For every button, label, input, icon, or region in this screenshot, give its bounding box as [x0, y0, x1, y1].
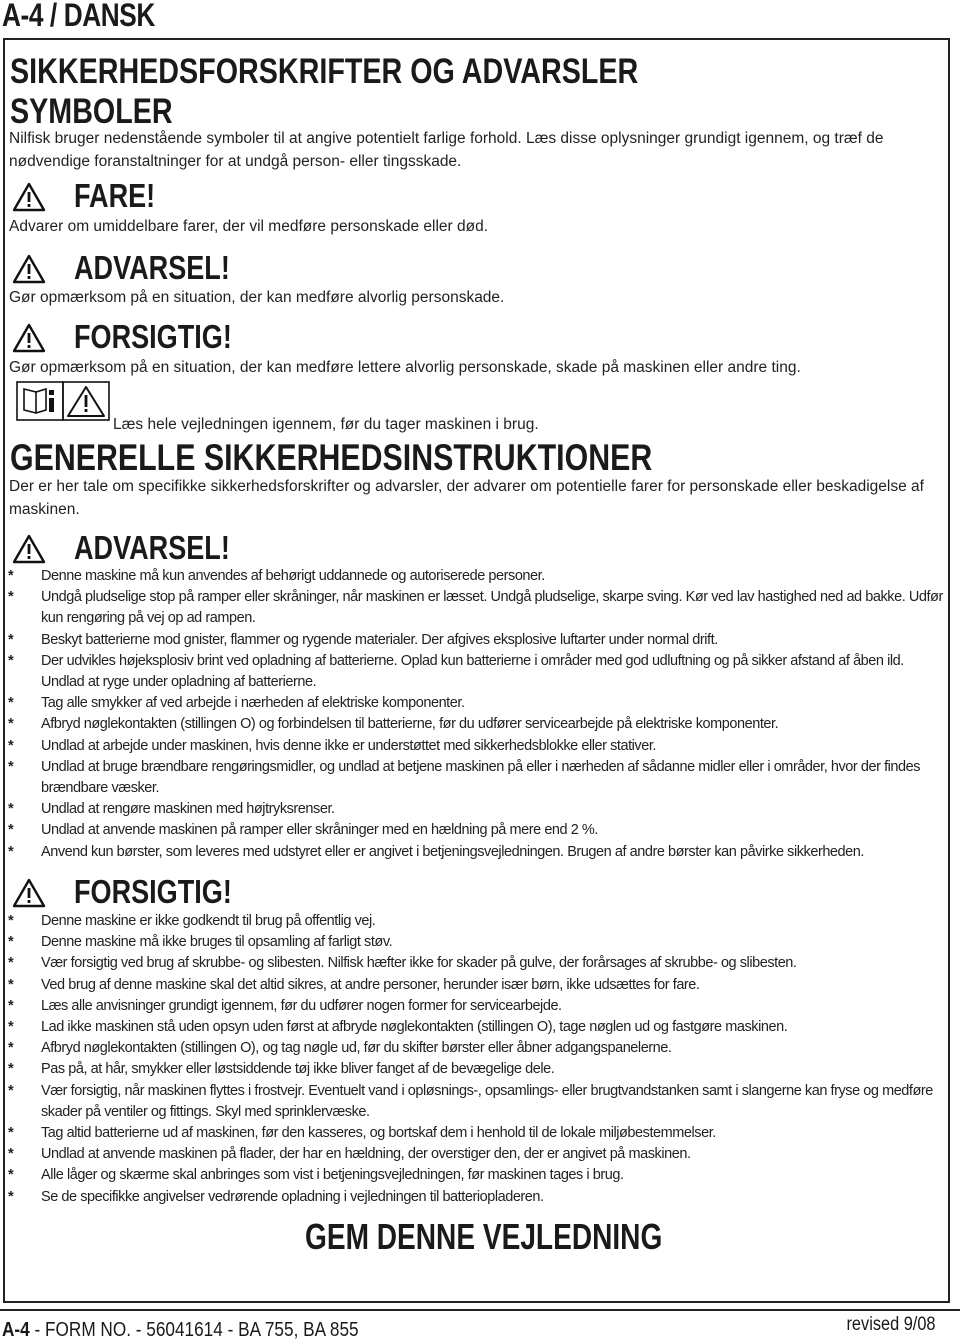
- page-header-title: A-4 / DANSK: [2, 0, 155, 33]
- list-item: * Undlad at bruge brændbare rengøringsmidler, og undlad at betjene maskinen på eller i nærheden af sådanne midler eller i områder, hvor der findes brændbare væsker.: [8, 758, 921, 797]
- list-item: * Afbryd nøglekontakten (stillingen O), og tag nøgle ud, før du skifter børster eller åbner adgangspanelerne.: [8, 1040, 672, 1057]
- section-title-safety: SIKKERHEDSFORSKRIFTER OG ADVARSLER: [10, 52, 639, 91]
- list-item: * Læs alle anvisninger grundigt igennem, før du udfører nogen former for servicearbejde.: [8, 997, 562, 1014]
- list-item: * Tag altid batterierne ud af maskinen, før den kasseres, og bortskaf dem i henhold til de lokale miljøbestemmelser.: [8, 1125, 716, 1142]
- list-item: * Se de specifikke angivelser vedrørende opladning i vejledningen til batteriopladeren.: [8, 1188, 544, 1205]
- warning-triangle-icon: [12, 254, 46, 284]
- warning-triangle-icon: [12, 878, 46, 908]
- list-item: * Denne maskine må kun anvendes af behørigt uddannede og autoriserede personer.: [8, 568, 545, 584]
- list-item: * Pas på, at hår, smykker eller løstsiddende tøj ikke bliver fanget af de bevægelige dele.: [8, 1061, 555, 1078]
- warning-triangle-icon: [12, 323, 46, 353]
- list-item: * Denne maskine er ikke godkendt til brug på offentlig vej.: [8, 913, 376, 929]
- list-item: * Undlad at rengøre maskinen med højtryksrenser.: [8, 801, 335, 818]
- list-item: * Undlad at arbejde under maskinen, hvis denne ikke er understøttet med sikkerhedsblokke eller stativer.: [8, 737, 657, 754]
- list-item: * Vær forsigtig ved brug af skrubbe- og slibesten. Nilfisk hæfter ikke for skader på gulve, der forårsages af skrubbe- og slibesten.: [8, 955, 797, 972]
- warning-triangle-icon: [12, 182, 46, 212]
- footer-revised: revised 9/08: [846, 1314, 936, 1335]
- list-item: * Afbryd nøglekontakten (stillingen O) og forbindelsen til batterierne, før du udfører servicearbejde på elektriske komponenter.: [8, 716, 779, 733]
- fare-label: FARE!: [74, 177, 156, 214]
- read-manual-icon: [16, 381, 110, 421]
- advarsel-list-label: ADVARSEL!: [74, 529, 230, 566]
- list-item: * Denne maskine må ikke bruges til opsamling af farligt støv.: [8, 934, 393, 951]
- footer-page: A-4: [2, 1319, 30, 1341]
- footer-rule: [0, 1309, 960, 1311]
- warning-list: [8, 566, 948, 863]
- list-item: * Beskyt batterierne mod gnister, flammer og rygende materialer. Der afgives eksplosive luftarter under normal drift.: [8, 631, 718, 648]
- list-item: * Alle låger og skærme skal anbringes som vist i betjeningsvejledningen, før maskinen tages i brug.: [8, 1167, 624, 1184]
- list-item: * Lad ikke maskinen stå uden opsyn uden først at afbryde nøglekontakten (stillingen O), tage nøglen ud og fastgøre maskinen.: [8, 1019, 788, 1036]
- footer-form-number: [2, 1319, 359, 1342]
- section-title-general: GENERELLE SIKKERHEDSINSTRUKTIONER: [10, 437, 653, 478]
- list-item: * Der udvikles højeksplosiv brint ved opladning af batterierne. Oplad kun batterierne i områder med god udluftning og på sikker afstand af åben ild. Undlad at ryge under opladning af batterierne.: [8, 652, 904, 691]
- closing-heading: GEM DENNE VEJLEDNING: [305, 1216, 663, 1257]
- general-intro: Der er her tale om specifikke sikkerhedsforskrifter og advarsler, der advarer om potentielle farer for personskade eller beskadigelse af maskinen.: [9, 478, 924, 518]
- list-item: * Tag alle smykker af ved arbejde i nærheden af elektriske komponenter.: [8, 695, 465, 712]
- advarsel-label: ADVARSEL!: [74, 249, 230, 286]
- list-item: * Undlad at anvende maskinen på flader, der har en hældning, der overstiger den, der er angivet på maskinen.: [8, 1146, 691, 1163]
- list-item: * Undlad at anvende maskinen på ramper eller skråninger med en hældning på mere end 2 %.: [8, 822, 598, 839]
- forsigtig-list-label: FORSIGTIG!: [74, 873, 232, 910]
- manual-instruction: Læs hele vejledningen igennem, før du tager maskinen i brug.: [113, 416, 539, 433]
- forsigtig-description: Gør opmærksom på en situation, der kan medføre lettere alvorlig personskade, skade på maskinen eller andre ting.: [9, 359, 801, 376]
- symbols-intro: Nilfisk bruger nedenstående symboler til at angive potentielt farlige forhold. Læs disse oplysninger grundigt igennem, og træf de nødvendige foranstaltninger for at undgå person- eller tingsskade.: [9, 130, 884, 170]
- forsigtig-label: FORSIGTIG!: [74, 318, 232, 355]
- list-item: * Vær forsigtig, når maskinen flyttes i frostvejr. Eventuelt vand i opløsnings-, opsamlings- eller brugtvandstanken samt i slangerne kan fryse og medføre skader på ventiler og fittings. Skyl med sprinklervæske.: [8, 1082, 933, 1120]
- list-item: * Ved brug af denne maskine skal det altid sikres, at andre personer, herunder især børn, ikke udsættes for fare.: [8, 976, 700, 993]
- advarsel-description: Gør opmærksom på en situation, der kan medføre alvorlig personskade.: [9, 289, 505, 306]
- list-item: * Anvend kun børster, som leveres med udstyret eller er angivet i betjeningsvejledningen. Brugen af andre børster kan påvirke sikkerheden.: [8, 843, 864, 860]
- list-item: * Undgå pludselige stop på ramper eller skråninger, når maskinen er læsset. Undgå pludselige, skarpe sving. Kør ved lav hastighed ned ad bakke. Udfør kun rengøring på vej op ad rampen.: [8, 589, 943, 627]
- footer-form: - FORM NO. - 56041614 - BA 755, BA 855: [29, 1319, 359, 1341]
- section-title-symbols: SYMBOLER: [10, 92, 173, 131]
- warning-triangle-icon: [12, 534, 46, 564]
- caution-list: [8, 911, 948, 1208]
- fare-description: Advarer om umiddelbare farer, der vil medføre personskade eller død.: [9, 218, 488, 235]
